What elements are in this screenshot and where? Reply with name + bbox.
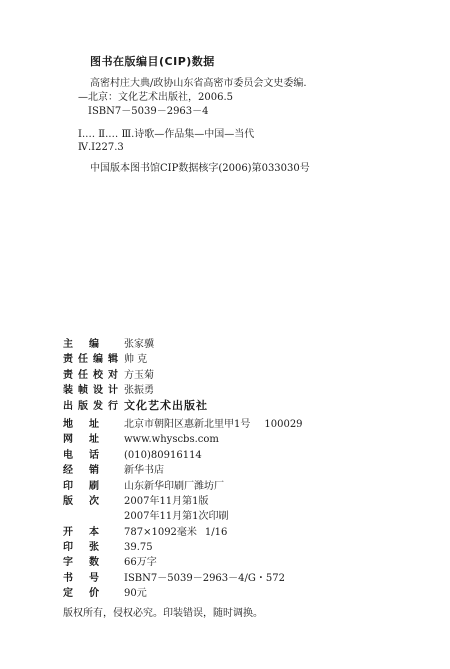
cip-isbn-line: ISBN7－5039－2963－4 [88,106,209,117]
colophon-row-isbn [63,569,393,584]
cip-title-line: 高密村庄大典/政协山东省高密市委员会文史委编. [90,78,307,89]
cip-publisher-line: —北京：文化艺术出版社，2006.5 [78,92,233,103]
cip-classification-line: Ⅳ.I227.3 [78,142,124,153]
colophon-row-publisher [63,397,393,412]
cip-subject-line: Ⅰ.… Ⅱ.… Ⅲ.诗歌—作品集—中国—当代 [78,129,255,140]
value-edition: 2007年11月第1版 [124,495,209,507]
label-price: 定价 [63,588,99,600]
label-responsible-editor: 责任编辑 [63,354,118,366]
label-website: 网址 [63,434,99,446]
postcode: 100029 [264,418,303,430]
label-isbn: 书号 [63,572,99,584]
label-publisher: 出版发行 [63,400,118,412]
value-price: 90元 [124,588,147,600]
colophon-row-address [63,415,393,430]
colophon-row-designer [63,381,393,396]
address-text: 北京市朝阳区惠新北里甲1号 [124,418,251,430]
colophon-row-responsible-editor [63,350,393,365]
colophon-row-proofreader [63,366,393,381]
label-proofreader: 责任校对 [63,369,118,381]
value-responsible-editor: 帅 克 [124,354,148,366]
value-isbn: ISBN7－5039－2963－4/G・572 [124,572,285,584]
value-website: www.whyscbs.com [124,434,219,446]
label-phone: 电话 [63,449,99,461]
value-printer: 山东新华印刷厂潍坊厂 [124,480,224,492]
colophon-row-editor [63,335,393,350]
value-distributor: 新华书店 [124,465,164,477]
colophon-row-edition [63,492,393,507]
label-printer: 印刷 [63,480,99,492]
label-designer: 装帧设计 [63,385,118,397]
value-designer: 张振勇 [124,385,154,397]
colophon-row-price [63,584,393,599]
label-sheets: 印张 [63,542,99,554]
colophon-row-printing [63,507,393,522]
cip-heading: 图书在版编目(CIP)数据 [90,55,215,68]
value-proofreader: 方玉菊 [124,369,154,381]
copyright-notice: 版权所有，侵权必究。印装错误，随时调换。 [63,608,263,619]
colophon-row-words [63,553,393,568]
format-size: 787×1092毫米 [124,526,197,538]
colophon-row-sheets [63,538,393,553]
colophon-row-format [63,523,393,538]
label-format: 开本 [63,526,99,538]
colophon-row-distributor [63,461,393,476]
value-printing: 2007年11月第1次印刷 [124,511,229,523]
publisher-logotype: 文化艺术出版社 [124,398,208,412]
value-format [118,523,227,538]
value-phone: (010)80916114 [124,449,202,461]
colophon-row-website [63,430,393,445]
colophon-row-printer [63,477,393,492]
label-distributor: 经销 [63,465,99,477]
value-editor: 张家骥 [124,339,154,350]
label-editor: 主编 [63,339,99,350]
value-address [118,415,303,430]
colophon-row-phone [63,446,393,461]
cip-core-data-number: 中国版本图书馆CIP数据核字(2006)第033030号 [90,163,310,174]
value-sheets: 39.75 [124,542,153,554]
colophon-table [63,335,393,600]
label-edition: 版次 [63,495,99,507]
value-words: 66万字 [124,557,157,569]
label-address: 地址 [63,418,99,430]
label-words: 字数 [63,557,99,569]
format-fraction: 1/16 [204,526,228,538]
